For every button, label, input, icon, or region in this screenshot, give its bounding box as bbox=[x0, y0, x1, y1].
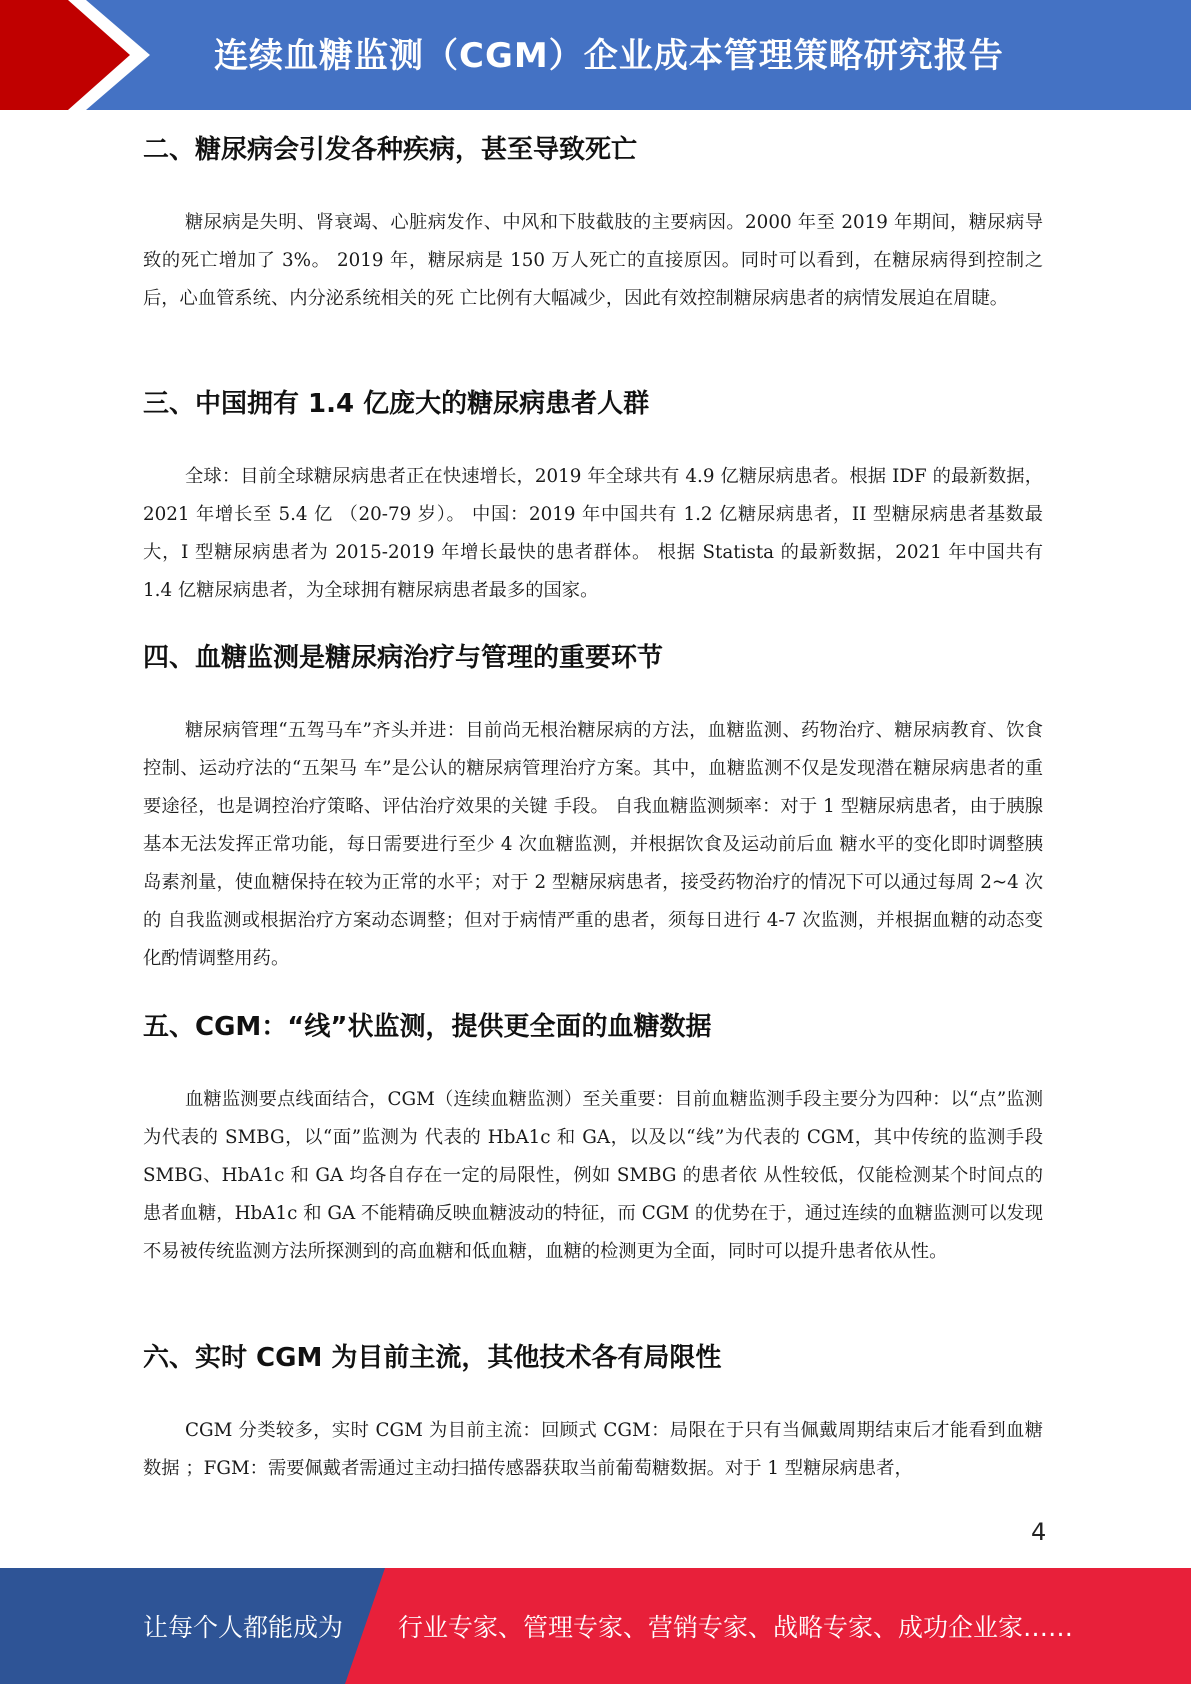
section-heading: 三、中国拥有 1.4 亿庞大的糖尿病患者人群 bbox=[143, 389, 650, 419]
section-heading: 六、实时 CGM 为目前主流，其他技术各有局限性 bbox=[143, 1343, 722, 1373]
section-2 bbox=[143, 132, 1043, 318]
section-paragraph: CGM 分类较多，实时 CGM 为目前主流：回顾式 CGM：局限在于只有当佩戴周期结束后才能看到血糖数据 ；FGM：需要佩戴者需通过主动扫描传感器获取当前葡萄糖数据。对于 1 型糖尿病患者， bbox=[143, 1420, 1043, 1479]
section-6 bbox=[143, 1340, 1043, 1488]
footer-slogan-left: 让每个人都能成为 bbox=[143, 1613, 344, 1642]
section-paragraph: 全球：目前全球糖尿病患者正在快速增长，2019 年全球共有 4.9 亿糖尿病患者。根据 IDF 的最新数据，2021 年增长至 5.4 亿 （20-79 岁）。 中国：2019 年中国共有 1.2 亿糖尿病患者，II 型糖尿病患者基数最大，I 型糖尿病患者为 2015-2019 年增长最快的患者群体。 根据 Statista 的最新数据，2021 年中国共有 1.4 亿糖尿病患者，为全球拥有糖尿病患者最多的国家。 bbox=[143, 466, 1043, 601]
section-paragraph: 糖尿病管理“五驾马车”齐头并进：目前尚无根治糖尿病的方法，血糖监测、药物治疗、糖尿病教育、饮食控制、运动疗法的“五架马 车”是公认的糖尿病管理治疗方案。其中，血糖监测不仅是发现潜在糖尿病患者的重要途径，也是调控治疗策略、评估治疗效果的关键 手段。 自我血糖监测频率：对于 1 型糖尿病患者，由于胰腺基本无法发挥正常功能，每日需要进行至少 4 次血糖监测，并根据饮食及运动前后血 糖水平的变化即时调整胰岛素剂量，使血糖保持在较为正常的水平；对于 2 型糖尿病患者，接受药物治疗的情况下可以通过每周 2~4 次的 自我监测或根据治疗方案动态调整；但对于病情严重的患者，须每日进行 4-7 次监测，并根据血糖的动态变化酌情调整用药。 bbox=[143, 720, 1043, 969]
page-number: 4 bbox=[1031, 1518, 1047, 1546]
section-3 bbox=[143, 386, 1043, 610]
section-paragraph: 糖尿病是失明、肾衰竭、心脏病发作、中风和下肢截肢的主要病因。2000 年至 2019 年期间，糖尿病导致的死亡增加了 3%。 2019 年，糖尿病是 150 万人死亡的直接原因。同时可以看到，在糖尿病得到控制之后，心血管系统、内分泌系统相关的死 亡比例有大幅减少，因此有效控制糖尿病患者的病情发展迫在眉睫。 bbox=[143, 212, 1043, 309]
red-chevron-decoration bbox=[0, 0, 150, 110]
section-heading: 四、血糖监测是糖尿病治疗与管理的重要环节 bbox=[143, 643, 664, 673]
section-5 bbox=[143, 1009, 1043, 1271]
footer-slogan-right: 行业专家、管理专家、营销专家、战略专家、成功企业家…… bbox=[398, 1613, 1074, 1642]
section-heading: 二、糖尿病会引发各种疾病，甚至导致死亡 bbox=[143, 135, 638, 165]
page-footer bbox=[0, 1568, 1191, 1684]
section-paragraph: 血糖监测要点线面结合，CGM（连续血糖监测）至关重要：目前血糖监测手段主要分为四种：以“点”监测为代表的 SMBG，以“面”监测为 代表的 HbA1c 和 GA，以及以“线”为代表的 CGM，其中传统的监测手段 SMBG、HbA1c 和 GA 均各自存在一定的局限性，例如 SMBG 的患者依 从性较低，仅能检测某个时间点的患者血糖，HbA1c 和 GA 不能精确反映血糖波动的特征，而 CGM 的优势在于，通过连续的血糖监测可以发现 不易被传统监测方法所探测到的高血糖和低血糖，血糖的检测更为全面，同时可以提升患者依从性。 bbox=[143, 1089, 1043, 1262]
section-heading: 五、CGM：“线”状监测，提供更全面的血糖数据 bbox=[143, 1012, 712, 1042]
section-4 bbox=[143, 640, 1043, 978]
page-header bbox=[0, 0, 1191, 110]
report-title: 连续血糖监测（CGM）企业成本管理策略研究报告 bbox=[214, 36, 1004, 76]
